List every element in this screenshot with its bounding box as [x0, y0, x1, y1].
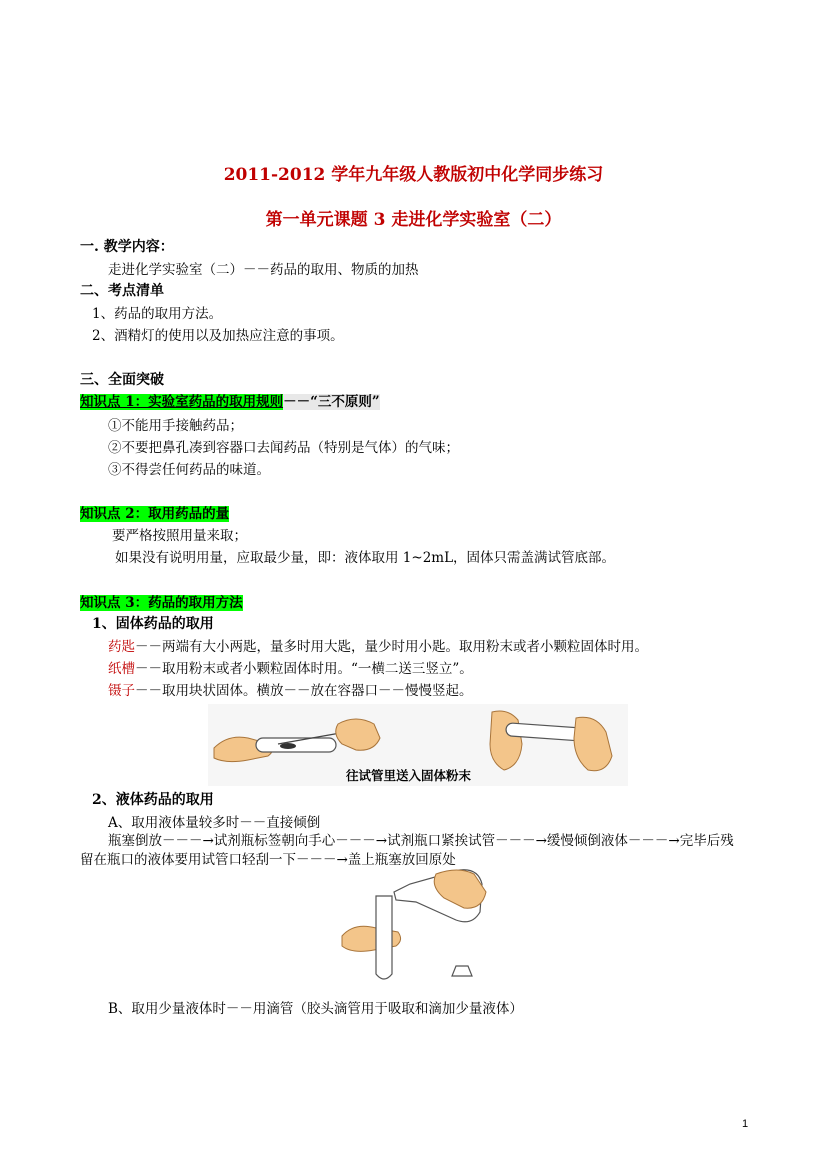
hand-icon: [490, 711, 522, 770]
test-tube-icon: [376, 896, 392, 979]
illustration-caption: 往试管里送入固体粉末: [346, 768, 472, 783]
knowledge-point-3-heading: [80, 591, 243, 611]
rule-item: ③不得尝任何药品的味道。: [108, 462, 270, 478]
document-title: 2011-2012 学年九年级人教版初中化学同步练习: [223, 165, 604, 185]
bottle-stopper-icon: [452, 966, 472, 976]
amount-item: 如果没有说明用量，应取最少量，即：液体取用 1~2mL，固体只需盖满试管底部。: [115, 550, 616, 566]
liquid-flow-line-1: 瓶塞倒放－－－→试剂瓶标签朝向手心－－－→试剂瓶口紧挨试管－－－→缓慢倾倒液体－－－→完毕后残: [108, 833, 734, 849]
section-2-item: 2、酒精灯的使用以及加热应注意的事项。: [92, 328, 344, 344]
tool-term: 药匙: [108, 639, 135, 655]
solid-tool-line: [108, 679, 473, 699]
liquid-method-a: A、取用液体量较多时－－直接倾倒: [108, 815, 321, 831]
rule-item: ②不要把鼻孔凑到容器口去闻药品（特别是气体）的气味；: [108, 440, 459, 456]
liquid-heading: 2、液体药品的取用: [92, 792, 214, 808]
tool-description: －－两端有大小两匙，量多时用大匙，量少时用小匙。取用粉末或者小颗粒固体时用。: [135, 639, 648, 655]
page-number: 1: [742, 1118, 749, 1130]
liquid-flow-line-2: 留在瓶口的液体要用试管口轻刮一下－－－→盖上瓶塞放回原处: [80, 852, 456, 868]
knowledge-point-2-label: 知识点 2：取用药品的量: [80, 506, 230, 522]
test-tube-icon: [256, 738, 336, 752]
document-subtitle: 第一单元课题 3 走进化学实验室（二）: [265, 210, 562, 230]
section-2-heading: 二、考点清单: [80, 283, 164, 299]
solid-tool-line: [108, 657, 473, 677]
knowledge-point-1-tail: －－“三不原则”: [283, 394, 380, 410]
knowledge-point-1-heading: [80, 390, 380, 410]
tool-description: －－取用粉末或者小颗粒固体时用。“一横二送三竖立”。: [135, 661, 473, 677]
rule-item: ①不能用手接触药品；: [108, 418, 243, 434]
section-3-heading: 三、全面突破: [80, 372, 164, 388]
pouring-illustration: [340, 866, 490, 990]
knowledge-point-1-label: 知识点 1：实验室药品的取用规则: [80, 394, 284, 410]
knowledge-point-2-heading: [80, 502, 229, 522]
amount-item: 要严格按照用量来取；: [112, 528, 247, 544]
section-1-text: 走进化学实验室（二）－－药品的取用、物质的加热: [108, 262, 419, 278]
solid-tool-line: [108, 635, 648, 655]
section-2-item: 1、药品的取用方法。: [92, 306, 223, 322]
solid-heading: 1、固体药品的取用: [92, 616, 214, 632]
liquid-method-b: B、取用少量液体时－－用滴管（胶头滴管用于吸取和滴加少量液体）: [108, 1001, 523, 1017]
section-1-heading: 一. 教学内容：: [80, 239, 174, 255]
tool-term: 纸槽: [108, 661, 135, 677]
knowledge-point-3-label: 知识点 3：药品的取用方法: [80, 595, 243, 611]
tool-term: 镊子: [108, 683, 135, 699]
tool-description: －－取用块状固体。横放－－放在容器口－－慢慢竖起。: [135, 683, 473, 699]
